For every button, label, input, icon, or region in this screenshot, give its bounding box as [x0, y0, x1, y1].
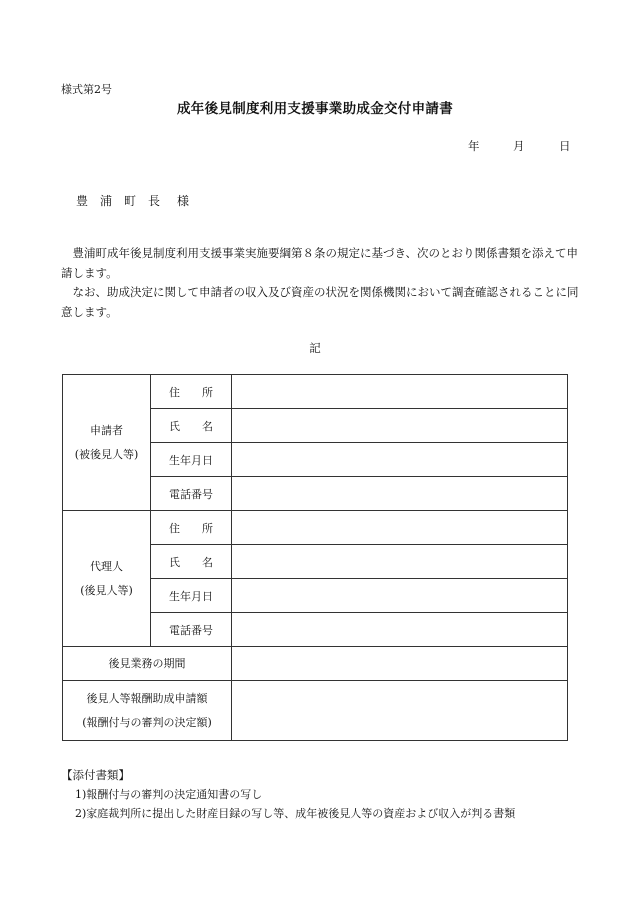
agent-name-field[interactable]	[232, 545, 568, 579]
agent-phone-label: 電話番号	[169, 623, 213, 637]
applicant-phone-field[interactable]	[232, 477, 568, 511]
applicant-address-label: 住 所	[169, 385, 213, 399]
agent-address-label: 住 所	[169, 521, 213, 535]
agent-label: 代理人	[90, 559, 123, 573]
addressee-name: 豊 浦 町 長	[76, 194, 161, 208]
agent-address-label-cell	[151, 511, 232, 545]
attachment-item: 1)報酬付与の審判の決定通知書の写し	[75, 788, 263, 801]
period-label-cell	[63, 647, 232, 681]
agent-name-label-cell	[151, 545, 232, 579]
applicant-phone-label-cell	[151, 477, 232, 511]
agent-birthdate-label: 生年月日	[169, 589, 213, 603]
amount-label-cell	[63, 681, 232, 741]
agent-sublabel: (後見人等)	[80, 583, 133, 597]
document-title: 成年後見制度利用支援事業助成金交付申請書	[177, 101, 453, 117]
applicant-birthdate-field[interactable]	[232, 443, 568, 477]
period-label: 後見業務の期間	[108, 656, 186, 670]
form-number: 様式第2号	[61, 83, 112, 96]
applicant-phone-label: 電話番号	[169, 487, 213, 501]
amount-field[interactable]	[232, 681, 568, 741]
agent-name-label: 氏 名	[169, 555, 213, 569]
agent-birthdate-field[interactable]	[232, 579, 568, 613]
attachments-title: 【添付書類】	[61, 768, 130, 782]
addressee-honorific: 様	[177, 194, 190, 208]
date-year-label: 年	[468, 139, 480, 153]
applicant-label: 申請者	[90, 423, 123, 437]
date-month-label: 月	[513, 139, 525, 153]
applicant-name-label-cell	[151, 409, 232, 443]
date-day-label: 日	[559, 139, 571, 153]
applicant-sublabel: (被後見人等)	[74, 447, 139, 461]
agent-birthdate-label-cell	[151, 579, 232, 613]
applicant-address-field[interactable]	[232, 375, 568, 409]
application-table	[62, 374, 568, 741]
amount-label: 後見人等報酬助成申請額	[86, 691, 208, 705]
applicant-name-label: 氏 名	[169, 419, 213, 433]
agent-phone-label-cell	[151, 613, 232, 647]
applicant-birthdate-label: 生年月日	[169, 453, 213, 467]
ki-heading: 記	[309, 341, 321, 355]
attachment-item: 2)家庭裁判所に提出した財産目録の写し等、成年被後見人等の資産および収入が判る書類	[75, 807, 516, 820]
agent-phone-field[interactable]	[232, 613, 568, 647]
body-paragraph-2: なお、助成決定に関して申請者の収入及び資産の状況を関係機関において調査確認されることに同意します。	[61, 285, 579, 319]
period-field[interactable]	[232, 647, 568, 681]
applicant-birthdate-label-cell	[151, 443, 232, 477]
agent-group-cell	[63, 511, 151, 647]
amount-sublabel: (報酬付与の審判の決定額)	[82, 715, 212, 729]
agent-address-field[interactable]	[232, 511, 568, 545]
body-paragraph-1: 豊浦町成年後見制度利用支援事業実施要綱第８条の規定に基づき、次のとおり関係書類を添えて申請します。	[61, 246, 579, 280]
applicant-name-field[interactable]	[232, 409, 568, 443]
applicant-group-cell	[63, 375, 151, 511]
applicant-address-label-cell	[151, 375, 232, 409]
